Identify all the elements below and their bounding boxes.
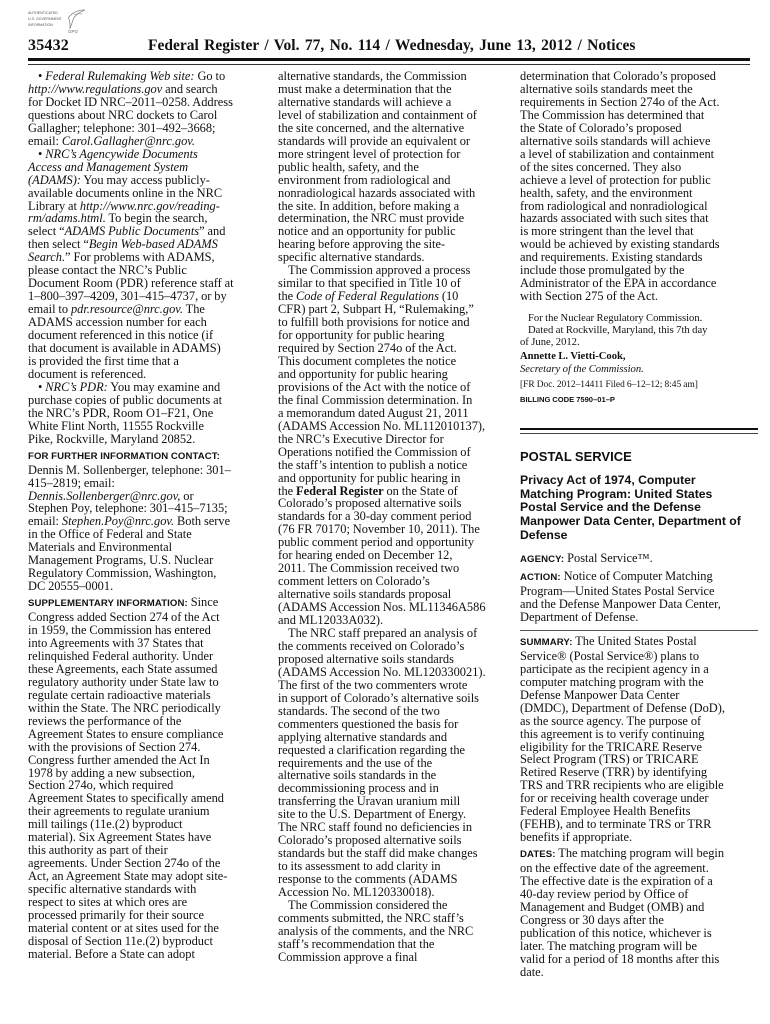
section-heading: DATES: — [520, 849, 556, 861]
paragraph — [520, 474, 758, 542]
italic-text: http://www.regulations.gov — [28, 81, 163, 96]
paragraph — [28, 70, 266, 148]
text-run: (10 CFR) part 2, Subpart H, “Rulemaking,” to fulfill both provisions for notice and for opportunity for public hearing required by Section 274o of the Act. This document completes the notice and opportunity for public hearing provisions of the Act with the notice of the final Commission determination. In a memorandum dated August 21, 2011 (ADAMS Accession No. ML112010137), the NRC’s Executive Director for Operations notified the Commission of the staff’s intention to publish a notice and opportunity for public hearing in the — [278, 289, 486, 498]
italic-text: Stephen.Poy@nrc.gov. — [61, 514, 175, 529]
section-heading: AGENCY: — [520, 554, 565, 566]
paragraph — [28, 381, 266, 446]
text-run: POSTAL SERVICE — [520, 449, 632, 465]
italic-text: ADAMS Public Documents — [64, 224, 200, 239]
section-heading: ACTION: — [520, 572, 561, 584]
italic-text: Federal Rulemaking Web site: — [45, 69, 195, 83]
paragraph — [520, 635, 758, 844]
divider — [520, 630, 758, 631]
text-run: Dated at Rockville, Maryland, this 7th day of June, 2012. — [520, 325, 708, 349]
paragraph — [520, 351, 758, 363]
paragraph — [520, 379, 758, 391]
bold-text: Federal Register — [296, 483, 384, 498]
text-run: and search for Docket ID NRC–2011–0258. Address questions about NRC dockets to Carol Gallagher; telephone: 301–492–3668; email: — [28, 81, 233, 148]
paragraph — [28, 596, 266, 961]
text-run: Go to — [197, 69, 226, 83]
text-run: ” and then select “ — [28, 224, 226, 252]
text-run: or Stephen Poy, telephone: 301–415–7135; email: — [28, 488, 228, 529]
text-run: on the State of Colorado’s proposed alternative soils standards for a 30-day comment period (76 FR 70170; November 10, 2011). The public comment period and opportunity for hearing ended on December 12, 2011. The Commission received two comment letters on Colorado’s alternative soils standards proposal (ADAMS Accession Nos. ML11346A586 and ML12033A032). — [278, 483, 486, 628]
text-run: Both serve in the Office of Federal and State Materials and Environmental Management Programs, U.S. Nuclear Regulatory Commission, Washington, DC 20555–0001. — [28, 514, 231, 594]
text-run: Privacy Act of 1974, Computer Matching Program: United States Postal Service and the Defense Manpower Data Center, Department of Defense — [520, 473, 741, 542]
text-run: The NRC staff prepared an analysis of the comments received on Colorado’s proposed alternative soils standards (ADAMS Accession No. ML120330021). The first of the two commenters wrote in support of Colorado’s alternative soils standards. The second of the two commenters questioned the basis for applying alternative standards and requested a clarification regarding the requirements and the use of the alternative soils standards in the decommissioning process and in transferring the Uravan uranium mill site to the U.S. Department of Energy. The NRC staff found no deficiencies in Colorado’s proposed alternative soils standards but the staff did make changes to its assessment to add clarity in response to the comments (ADAMS Accession No. ML120330018). — [278, 625, 486, 900]
eagle-icon — [62, 8, 90, 30]
italic-text: http://www.nrc.gov/reading- rm/adams.html. — [28, 198, 220, 226]
text-run: Since Congress added Section 274 of the Act in 1959, the Commission has entered into Agreements with 37 States that relinquished Federal authority. Under these Agreements, each State assumed regulatory authority under State law to regulate certain radioactive materials within the State. The NRC periodically reviews the performance of the Agreement States to ensure compliance with the provisions of Section 274. Congress further amended the Act In 1978 by adding a new subsection, Section 274o, which required Agreement States to specifically amend their agreements to regulate uranium mill tailings (11e.(2) byproduct material). Six Agreement States have this authority as part of their agreements. Under Section 274o of the Act, an Agreement State may adopt site- specific alternative standards with respect to sites at which ores are processed primarily for their source material content or at sites used for the disposal of Section 11e.(2) byproduct material. Before a State can adopt — [28, 595, 228, 961]
paragraph — [520, 847, 758, 979]
column-1 — [28, 70, 266, 961]
running-head: Federal Register / Vol. 77, No. 114 / Wednesday, June 13, 2012 / Notices — [148, 37, 636, 54]
text-run: Postal Service™. — [564, 551, 653, 566]
text-run: [FR Doc. 2012–14411 Filed 6–12–12; 8:45 am] — [520, 380, 698, 391]
text-run: The ADAMS accession number for each document referenced in this notice (if that document is available in ADAMS) is provided the first time that a document is referenced. — [28, 302, 221, 381]
header-rule-thick — [28, 58, 750, 61]
text-run: alternative standards, the Commission must make a determination that the alternative standards will achieve a level of stabilization and containment of the site concerned, and the alternative standards will provide an equivalent or more stringent level of protection for public health, safety, and the environment from radiological and nonradiological hazards associated with the site. In addition, before making a determination, the NRC must provide notice and an opportunity for public hearing before approving the site- specific alternative standards. — [278, 69, 477, 265]
section-heading: SUMMARY: — [520, 636, 573, 648]
paragraph — [520, 313, 758, 325]
text-run: ” For problems with ADAMS, please contact the NRC’s Public Document Room (PDR) reference staff at 1–800–397–4209, 301–415–4737, or by email to — [28, 250, 234, 317]
text-run: Secretary of the Commission. — [520, 364, 644, 376]
text-run: The matching program will begin on the effective date of the agreement. The effective date is the expiration of a 40-day review period by Office of Management and Budget (OMB) and Congress or 30 days after the publication of this notice, whichever is later. The matching program will be valid for a period of 18 months after this date. — [520, 846, 725, 979]
paragraph — [520, 450, 758, 464]
paragraph — [520, 394, 758, 406]
paragraph — [520, 552, 758, 567]
column-2 — [278, 70, 516, 964]
paragraph — [278, 264, 516, 627]
page-number: 35432 — [28, 37, 69, 54]
text-run: Annette L. Vietti-Cook, — [520, 351, 626, 363]
paragraph — [520, 363, 758, 376]
paragraph — [520, 570, 758, 624]
text-run: The United States Postal Service® (Postal Service®) plans to participate as the recipient agency in a computer matching program with the Defense Manpower Data Center (DMDC), Department of Defense (DoD), as the source agency. The purpose of this agreement is to verify continuing eligibility for the TRICARE Reserve Select Program (TRS) or TRICARE Retired Reserve (TRR) by identifying TRS and TRR recipients who are eligible for or receiving health coverage under Federal Employee Health Benefits (FEHB), and to terminate TRS or TRR benefits if appropriate. — [520, 633, 725, 845]
paragraph — [278, 70, 516, 264]
paragraph — [278, 627, 516, 899]
paragraph — [28, 148, 266, 381]
section-heading: FOR FURTHER INFORMATION CONTACT: — [28, 450, 220, 462]
italic-text: pdr.resource@nrc.gov. — [70, 302, 183, 317]
italic-text: Begin Web-based ADAMS Search. — [28, 237, 218, 265]
text-run: The Commission considered the comments submitted, the NRC staff’s analysis of the comments, and the NRC staff’s recommendation that the Commission approve a final — [278, 898, 474, 964]
text-run: You may access publicly- available documents online in the NRC Library at — [28, 172, 223, 213]
italic-text: Code of Federal Regulations — [296, 289, 439, 304]
logo-text: AUTHENTICATED U.S. GOVERNMENT INFORMATION — [28, 11, 62, 27]
text-run: To begin the search, select “ — [28, 211, 208, 239]
text-run: BILLING CODE 7590–01–P — [520, 395, 615, 405]
paragraph — [278, 899, 516, 964]
text-run: • — [38, 379, 46, 394]
italic-text: NRC’s PDR: — [45, 379, 108, 394]
italic-text: Dennis.Sollenberger@nrc.gov, — [28, 488, 181, 503]
paragraph — [520, 325, 758, 349]
text-run: determination that Colorado’s proposed alternative soils standards meet the requirements in Section 274o of the Act. The Commission has determined that the State of Colorado’s proposed alternative soils standards will achieve a level of stabilization and containment of the sites concerned. They also achieve a level of protection for public health, safety, and the environment from radiological and nonradiological hazards associated with such sites that is more stringent than the level that would be achieved by existing standards and requirements. Existing standards include those promulgated by the Administrator of the EPA in accordance with Section 275 of the Act. — [520, 69, 720, 304]
logo-gpo: GPO — [68, 29, 79, 34]
text-run: The Commission approved a process similar to that specified in Title 10 of the — [278, 263, 471, 304]
text-run: • — [38, 146, 46, 161]
text-run: You may examine and purchase copies of public documents at the NRC’s PDR, Room O1–F21, One White Flint North, 11555 Rockville Pike, Rockville, Maryland 20852. — [28, 379, 223, 446]
text-run: Notice of Computer Matching Program—United States Postal Service and the Defense Manpower Data Center, Department of Defense. — [520, 569, 721, 624]
paragraph — [28, 449, 266, 593]
gpo-authenticated-logo — [28, 8, 92, 36]
divider — [520, 428, 758, 434]
italic-text: Carol.Gallagher@nrc.gov. — [61, 133, 195, 148]
text-run: For the Nuclear Regulatory Commission. — [528, 313, 703, 325]
column-3 — [520, 70, 758, 979]
section-heading: SUPPLEMENTARY INFORMATION: — [28, 598, 188, 610]
italic-text: NRC’s Agencywide Documents Access and Management System (ADAMS): — [28, 146, 198, 187]
paragraph — [520, 70, 758, 303]
text-run: Dennis M. Sollenberger, telephone: 301– 415–2819; email: — [28, 462, 231, 490]
text-run: • — [38, 69, 46, 83]
header-rule-thin — [28, 64, 750, 65]
